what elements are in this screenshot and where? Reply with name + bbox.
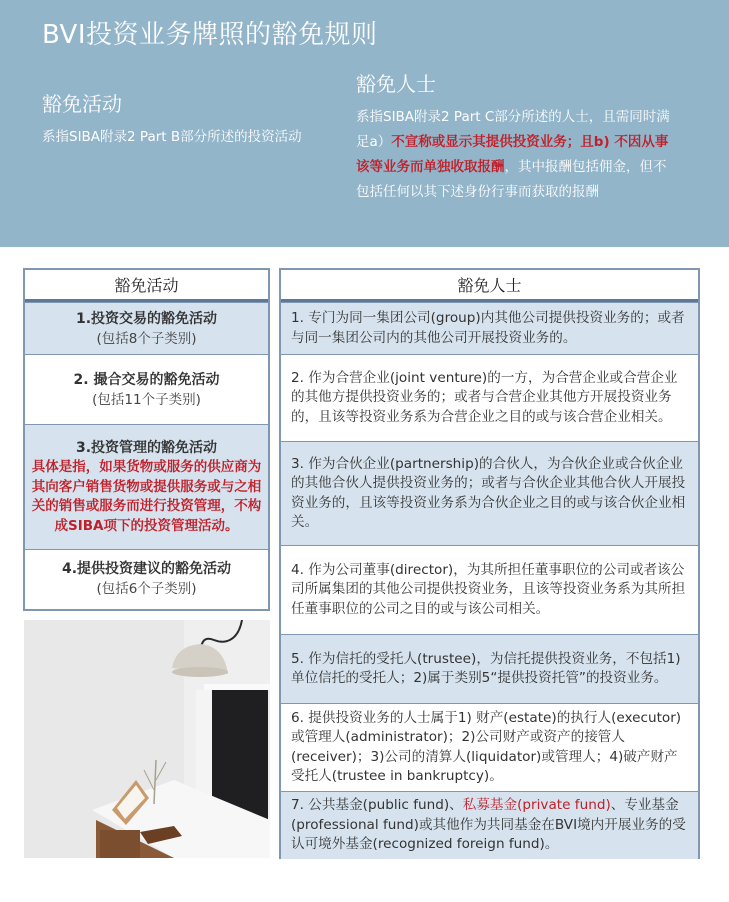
text-normal: 系指SIBA附录2 Part C部分所述的人士，且需同时满足a） [356, 109, 670, 150]
page-title: BVI投资业务牌照的豁免规则 [42, 20, 378, 50]
row-title: 3.投资管理的豁免活动 [75, 440, 218, 456]
table-header: 豁免人士 [281, 270, 698, 302]
table-row [281, 634, 698, 703]
banner-left-heading: 豁免活动 [42, 92, 122, 116]
banner-left-text: 系指SIBA附录2 Part B部分所述的投资活动 [42, 129, 302, 145]
table-row [281, 791, 698, 859]
table-row [25, 354, 268, 424]
row-text: 3. 作为合伙企业(partnership)的合伙人，为合伙企业或合伙企业的其他合伙人提供投资业务的；或者与合伙企业其他合伙人开展投资业务的，且该等投资业务系为合伙企业之目的或与该合伙企业相关。 [291, 455, 686, 530]
photo-illustration [24, 620, 270, 858]
row-text: 4. 作为公司董事(director)，为其所担任董事职位的公司或者该公司所属集团的其他公司提供投资业务，且该等投资业务系为其所担任董事职位的公司之目的或与该公司相关。 [291, 561, 686, 617]
table-row [281, 703, 698, 791]
row-text: 1. 专门为同一集团公司(group)内其他公司提供投资业务的；或者与同一集团公司内的其他公司开展投资业务的。 [291, 310, 685, 346]
row-red-note: 具体是指，如果货物或服务的供应商为其向客户销售货物或提供服务或与之相关的销售或服务而进行投资管理，不构成SIBA项下的投资管理活动。 [31, 459, 262, 534]
exempt-persons-table [279, 268, 700, 859]
text-highlight: 私募基金(private fund) [462, 797, 611, 814]
banner-exempt-activities [42, 88, 312, 150]
banner-right-text [356, 105, 676, 205]
text-normal: ，其中报酬包括佣金，但不包括任何以其下述身份行事而获取的报酬 [356, 159, 667, 200]
table-row [25, 549, 268, 607]
header-banner [0, 0, 729, 247]
row-text: 2. 作为合营企业(joint venture)的一方，为合营企业或合营企业的其他方提供投资业务的；或者与合营企业其他方开展投资业务的，且该等投资业务系为合营企业之目的或与该合营企业相关。 [291, 369, 678, 425]
row-title: 4.提供投资建议的豁免活动 [61, 560, 232, 577]
row-title: 2. 撮合交易的豁免活动 [73, 371, 220, 388]
row-title: 1.投资交易的豁免活动 [75, 310, 218, 327]
row-subtitle: (包括11个子类别) [92, 391, 201, 408]
table-row [281, 354, 698, 441]
row-subtitle: (包括8个子类别) [96, 330, 197, 347]
text-normal: 、专业基金(professional fund)或其他作为共同基金在BVI境内开展业务的受认可境外基金(recognized foreign fund)。 [291, 797, 686, 853]
row-text: 6. 提供投资业务的人士属于1) 财产(estate)的执行人(executor)或管理人(administrator)；2)公司财产或资产的接管人(receiver)；3)公司的清算人(liquidator)或管理人；4)破产财产受托人(trustee in bankruptcy)。 [291, 709, 682, 784]
table-row [281, 441, 698, 545]
table-row [281, 545, 698, 634]
interior-photo [24, 620, 270, 858]
table-row [25, 302, 268, 354]
row-subtitle: (包括6个子类别) [96, 580, 197, 597]
banner-right-heading: 豁免人士 [356, 72, 436, 96]
table-row [281, 302, 698, 354]
table-header: 豁免活动 [25, 270, 268, 302]
text-highlight: 不宣称或显示其提供投资业务；且b) 不因从事该等业务而单独收取报酬 [356, 134, 669, 175]
row-text [291, 796, 688, 855]
exempt-activities-table [23, 268, 270, 611]
row-text: 5. 作为信托的受托人(trustee)，为信托提供投资业务，不包括1) 单位信托的受托人；2)属于类别5“提供投资托管”的投资业务。 [291, 650, 681, 686]
table-row [25, 424, 268, 549]
text-normal: 7. 公共基金(public fund)、 [291, 797, 463, 814]
banner-exempt-persons [356, 68, 676, 205]
